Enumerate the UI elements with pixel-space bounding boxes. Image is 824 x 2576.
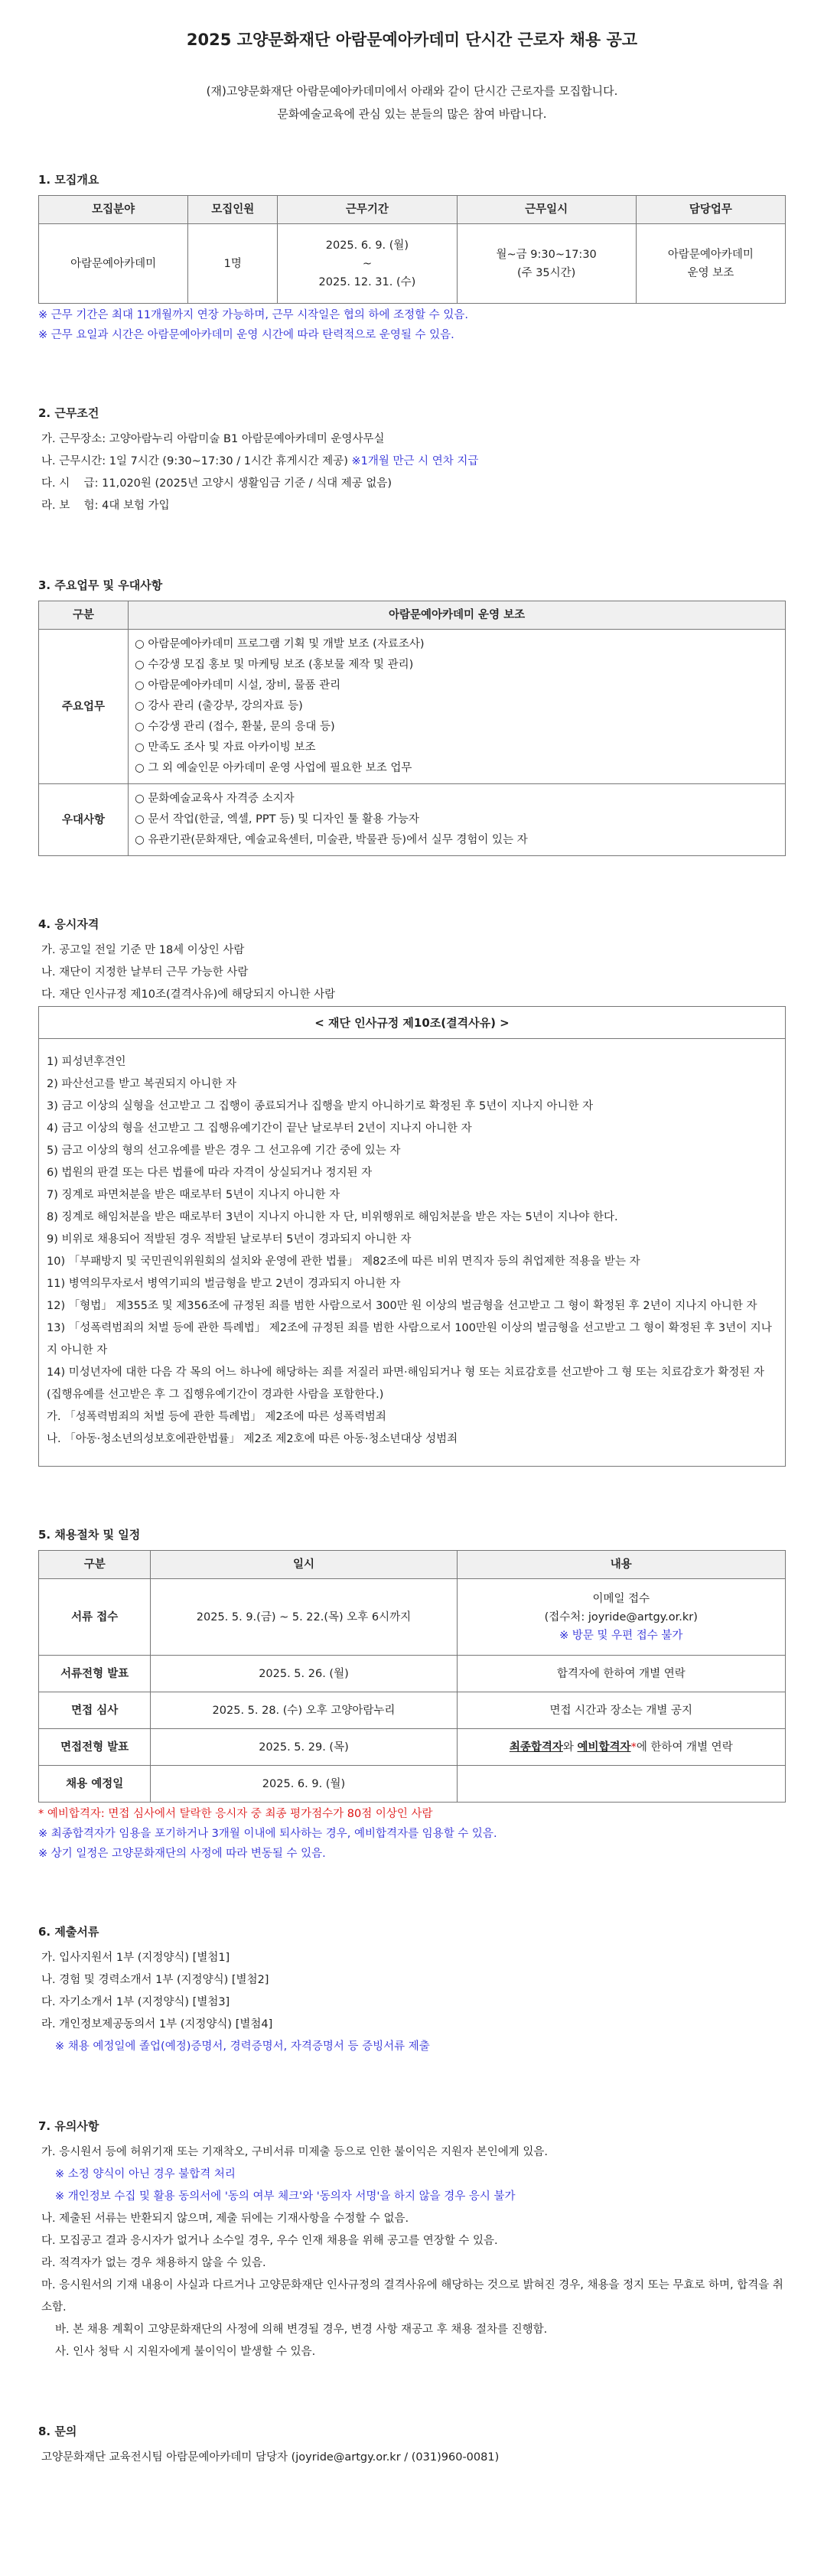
notice-line: 다. 모집공고 결과 응시자가 없거나 소수일 경우, 우수 인재 채용을 위해 공고를 연장할 수 있음. — [41, 2235, 498, 2247]
conj: 와 — [562, 1741, 578, 1754]
table-header: 모집분야 — [39, 196, 188, 224]
list-item: 가. 「성폭력범죄의 처벌 등에 관한 특례법」 제2조에 따른 성폭력범죄 — [47, 1411, 386, 1423]
contact-line: 고양문화재단 교육전시팀 아람문예아카데미 담당자 (joyride@artgy.or.kr / (031)960-0081) — [41, 2451, 500, 2464]
list-item: 6) 법원의 판결 또는 다른 법률에 따라 자격이 상실되거나 정지된 자 — [47, 1167, 373, 1179]
condition-text: 나. 근무시간: 1일 7시간 (9:30~17:30 / 1시간 휴게시간 제공) — [41, 455, 352, 467]
table-header: 구분 — [39, 1551, 151, 1579]
condition-line: 라. 보 험: 4대 보험 가입 — [41, 500, 170, 512]
row-label: 우대사항 — [39, 784, 129, 856]
list-item: 13) 「성폭력범죄의 처벌 등에 관한 특례법」 제2조에 규정된 죄를 범한 사람으로서 100만원 이상의 벌금형을 선고받고 그 형이 확정된 후 3년이 지나지 아니한 자 — [47, 1322, 772, 1356]
notice-line: 마. 응시원서의 기재 내용이 사실과 다르거나 고양문화재단 인사규정의 결격사유에 해당하는 것으로 밝혀진 경우, 채용을 정지 또는 무효로 하며, 합격을 취소함. — [41, 2279, 783, 2314]
section-title: 8. 문의 — [38, 2425, 77, 2438]
list-item: ○ 강사 관리 (출강부, 강의자료 등) — [135, 700, 303, 712]
period-start: 2025. 6. 9. (월) — [325, 239, 409, 252]
content-note: ※ 방문 및 우편 접수 불가 — [559, 1629, 683, 1642]
eligibility-line: 나. 재단이 지정한 날부터 근무 가능한 사람 — [41, 966, 249, 979]
duty-line-1: 아람문예아카데미 — [667, 248, 754, 261]
table-header: 근무기간 — [278, 196, 457, 224]
notice-line: 라. 적격자가 없는 경우 채용하지 않을 수 있음. — [41, 2257, 266, 2269]
table-cell: 2025. 5. 28. (수) 오후 고양아람누리 — [151, 1692, 457, 1729]
note: ※ 상기 일정은 고양문화재단의 사정에 따라 변동될 수 있음. — [38, 1848, 326, 1860]
section-conditions — [38, 405, 786, 517]
list-item: 8) 징계로 해임처분을 받은 때로부터 3년이 지나지 아니한 자 단, 비위행위로 해임처분을 받은 자는 5년이 지나야 한다. — [47, 1211, 618, 1223]
condition-line: 가. 근무장소: 고양아람누리 아람미술 B1 아람문예아카데미 운영사무실 — [41, 433, 385, 445]
table-cell: 2025. 5. 26. (월) — [151, 1656, 457, 1692]
condition-line — [38, 451, 786, 473]
table-cell: 2025. 5. 9.(금) ~ 5. 22.(목) 오후 6시까지 — [151, 1579, 457, 1656]
content-tail: 에 한하여 개별 연락 — [636, 1741, 733, 1754]
list-item: ○ 유관기관(문화재단, 예술교육센터, 미술관, 박물관 등)에서 실무 경험이 있는 자 — [135, 834, 528, 846]
content-line: (접수처: joyride@artgy.or.kr) — [544, 1610, 698, 1623]
list-item: ○ 수강생 관리 (접수, 환불, 문의 응대 등) — [135, 721, 335, 733]
list-item: 3) 금고 이상의 실형을 선고받고 그 집행이 종료되거나 집행을 받지 아니하기로 확정된 후 5년이 지나지 아니한 자 — [47, 1100, 594, 1112]
table-cell — [457, 1729, 785, 1766]
note: ※ 근무 기간은 최대 11개월까지 연장 가능하며, 근무 시작일은 협의 하에 조정할 수 있음. — [38, 309, 468, 321]
table-cell: 1명 — [188, 224, 278, 304]
notice-page — [38, 0, 786, 2499]
document-note: ※ 채용 예정일에 졸업(예정)증명서, 경력증명서, 자격증명서 등 증빙서류 제출 — [55, 2040, 430, 2053]
section-duties — [38, 577, 786, 856]
section-title: 2. 근무조건 — [38, 406, 99, 420]
asterisk: * — [630, 1741, 637, 1754]
table-cell: 아람문예아카데미 — [39, 224, 188, 304]
list-item: 14) 미성년자에 대한 다음 각 목의 어느 하나에 해당하는 죄를 저질러 파면·해임되거나 형 또는 치료감호를 선고받아 그 형 또는 치료감호가 확정된 자(집행유예를 선고받은 후 그 집행유예기간이 경과한 사람을 포함한다.) — [47, 1366, 764, 1401]
table-cell — [457, 224, 636, 304]
table-cell — [278, 224, 457, 304]
notice-line: 가. 응시원서 등에 허위기재 또는 기재착오, 구비서류 미제출 등으로 인한 불이익은 지원자 본인에게 있음. — [41, 2146, 549, 2158]
list-item: ○ 아람문예아카데미 시설, 장비, 물품 관리 — [135, 679, 341, 692]
table-cell: 면접 시간과 장소는 개별 공지 — [457, 1692, 785, 1729]
table-cell — [457, 1766, 785, 1803]
notice-line: 사. 인사 청탁 시 지원자에게 불이익이 발생할 수 있음. — [55, 2346, 316, 2358]
notice-note: ※ 개인정보 수집 및 활용 동의서에 '동의 여부 체크'와 '동의자 서명'을 하지 않을 경우 응시 불가 — [55, 2190, 516, 2203]
list-item: 나. 「아동·청소년의성보호에관한법률」 제2조 제2호에 따른 아동·청소년대상 성범죄 — [47, 1433, 458, 1445]
section-documents — [38, 1923, 786, 2058]
overview-table — [38, 195, 786, 304]
table-header: 모집인원 — [188, 196, 278, 224]
section-title: 5. 채용절차 및 일정 — [38, 1528, 141, 1542]
table-header: 담당업무 — [636, 196, 785, 224]
intro-line-2: 문화예술교육에 관심 있는 분들의 많은 참여 바랍니다. — [277, 107, 547, 121]
section-eligibility — [38, 916, 786, 1467]
table-header: 구분 — [39, 601, 129, 630]
row-label: 채용 예정일 — [39, 1766, 151, 1803]
section-title: 1. 모집개요 — [38, 173, 99, 187]
note: ※ 근무 요일과 시간은 아람문예아카데미 운영 시간에 따라 탄력적으로 운영될 수 있음. — [38, 329, 454, 341]
section-schedule — [38, 1526, 786, 1864]
condition-line: 다. 시 급: 11,020원 (2025년 고양시 생활임금 기준 / 식대 제공 없음) — [41, 477, 392, 490]
document-line: 라. 개인정보제공동의서 1부 (지정양식) [별첨4] — [41, 2018, 273, 2031]
note: * 예비합격자: 면접 심사에서 탈락한 응시자 중 최종 평가점수가 80점 이상인 사람 — [38, 1808, 433, 1820]
list-item: ○ 문서 작업(한글, 엑셀, PPT 등) 및 디자인 툴 활용 가능자 — [135, 813, 419, 826]
work-time: 월~금 9:30~17:30 — [496, 248, 597, 261]
document-line: 가. 입사지원서 1부 (지정양식) [별첨1] — [41, 1952, 230, 1964]
section-title: 4. 응시자격 — [38, 917, 99, 931]
notice-line: 나. 제출된 서류는 반환되지 않으며, 제출 뒤에는 기재사항을 수정할 수 없음. — [41, 2213, 409, 2225]
final-pass-label: 최종합격자 — [509, 1741, 563, 1754]
eligibility-line: 다. 재단 인사규정 제10조(결격사유)에 해당되지 아니한 사람 — [41, 988, 336, 1001]
box-title: < 재단 인사규정 제10조(결격사유) > — [39, 1007, 785, 1039]
list-item: ○ 수강생 모집 홍보 및 마케팅 보조 (홍보물 제작 및 관리) — [135, 659, 414, 671]
list-item: ○ 만족도 조사 및 자료 아카이빙 보조 — [135, 741, 316, 754]
preference-list — [129, 784, 786, 856]
section-title: 7. 유의사항 — [38, 2119, 99, 2133]
list-item: ○ 문화예술교육사 자격증 소지자 — [135, 793, 295, 805]
notice-note: ※ 소정 양식이 아닌 경우 불합격 처리 — [55, 2168, 236, 2180]
page-title: 2025 고양문화재단 아람문예아카데미 단시간 근로자 채용 공고 — [186, 31, 638, 49]
row-label: 서류 접수 — [39, 1579, 151, 1656]
row-label: 주요업무 — [39, 630, 129, 784]
list-item: 7) 징계로 파면처분을 받은 때로부터 5년이 지나지 아니한 자 — [47, 1189, 340, 1201]
list-item: 11) 병역의무자로서 병역기피의 벌금형을 받고 2년이 경과되지 아니한 자 — [47, 1278, 401, 1290]
table-cell: 2025. 5. 29. (목) — [151, 1729, 457, 1766]
list-item: 1) 피성년후견인 — [47, 1056, 126, 1068]
content-line: 이메일 접수 — [592, 1592, 650, 1605]
section-overview — [38, 171, 786, 345]
section-title: 3. 주요업무 및 우대사항 — [38, 578, 163, 592]
table-cell: 합격자에 한하여 개별 연락 — [457, 1656, 785, 1692]
list-item: ○ 그 외 예술인문 아카데미 운영 사업에 필요한 보조 업무 — [135, 762, 412, 774]
document-line: 다. 자기소개서 1부 (지정양식) [별첨3] — [41, 1996, 230, 2008]
table-cell — [636, 224, 785, 304]
section-contact — [38, 2423, 786, 2469]
table-cell — [457, 1579, 785, 1656]
eligibility-line: 가. 공고일 전일 기준 만 18세 이상인 사람 — [41, 944, 245, 956]
row-label: 면접전형 발표 — [39, 1729, 151, 1766]
duties-table — [38, 601, 786, 856]
table-cell: 2025. 6. 9. (월) — [151, 1766, 457, 1803]
box-body — [39, 1039, 785, 1466]
disqualification-box — [38, 1006, 786, 1467]
table-header: 아람문예아카데미 운영 보조 — [129, 601, 786, 630]
notice-line: 바. 본 채용 계획이 고양문화재단의 사정에 의해 변경될 경우, 변경 사항 재공고 후 채용 절차를 진행함. — [55, 2324, 548, 2336]
intro — [38, 80, 786, 125]
list-item: 9) 비위로 채용되어 적발된 경우 적발된 날로부터 5년이 경과되지 아니한 자 — [47, 1233, 412, 1246]
list-item: 12) 「형법」 제355조 및 제356조에 규정된 죄를 범한 사람으로서 300만 원 이상의 벌금형을 선고받고 그 형이 확정된 후 2년이 지나지 아니한 자 — [47, 1300, 757, 1312]
list-item: 2) 파산선고를 받고 복권되지 아니한 자 — [47, 1078, 237, 1090]
reserve-pass-label: 예비합격자 — [577, 1741, 631, 1754]
schedule-table — [38, 1550, 786, 1803]
table-header: 내용 — [457, 1551, 785, 1579]
table-header: 일시 — [151, 1551, 457, 1579]
document-line: 나. 경험 및 경력소개서 1부 (지정양식) [별첨2] — [41, 1974, 269, 1986]
row-label: 면접 심사 — [39, 1692, 151, 1729]
row-label: 서류전형 발표 — [39, 1656, 151, 1692]
note: ※ 최종합격자가 임용을 포기하거나 3개월 이내에 퇴사하는 경우, 예비합격자를 임용할 수 있음. — [38, 1828, 497, 1840]
work-hours: (주 35시간) — [516, 266, 576, 279]
list-item: 4) 금고 이상의 형을 선고받고 그 집행유예기간이 끝난 날로부터 2년이 지나지 아니한 자 — [47, 1122, 472, 1135]
table-header: 근무일시 — [457, 196, 636, 224]
section-title: 6. 제출서류 — [38, 1925, 99, 1939]
period-sep: ~ — [362, 257, 372, 270]
period-end: 2025. 12. 31. (수) — [318, 275, 416, 288]
list-item: 10) 「부패방지 및 국민권익위원회의 설치와 운영에 관한 법률」 제82조에 따른 비위 면직자 등의 취업제한 적용을 받는 자 — [47, 1255, 640, 1268]
section-notices — [38, 2118, 786, 2363]
main-duty-list — [129, 630, 786, 784]
list-item: 5) 금고 이상의 형의 선고유예를 받은 경우 그 선고유예 기간 중에 있는 자 — [47, 1145, 401, 1157]
list-item: ○ 아람문예아카데미 프로그램 기획 및 개발 보조 (자료조사) — [135, 638, 425, 650]
duty-line-2: 운영 보조 — [687, 266, 734, 279]
condition-note: ※1개월 만근 시 연차 지급 — [351, 455, 479, 467]
intro-line-1: (재)고양문화재단 아람문예아카데미에서 아래와 같이 단시간 근로자를 모집합니다. — [206, 84, 618, 98]
